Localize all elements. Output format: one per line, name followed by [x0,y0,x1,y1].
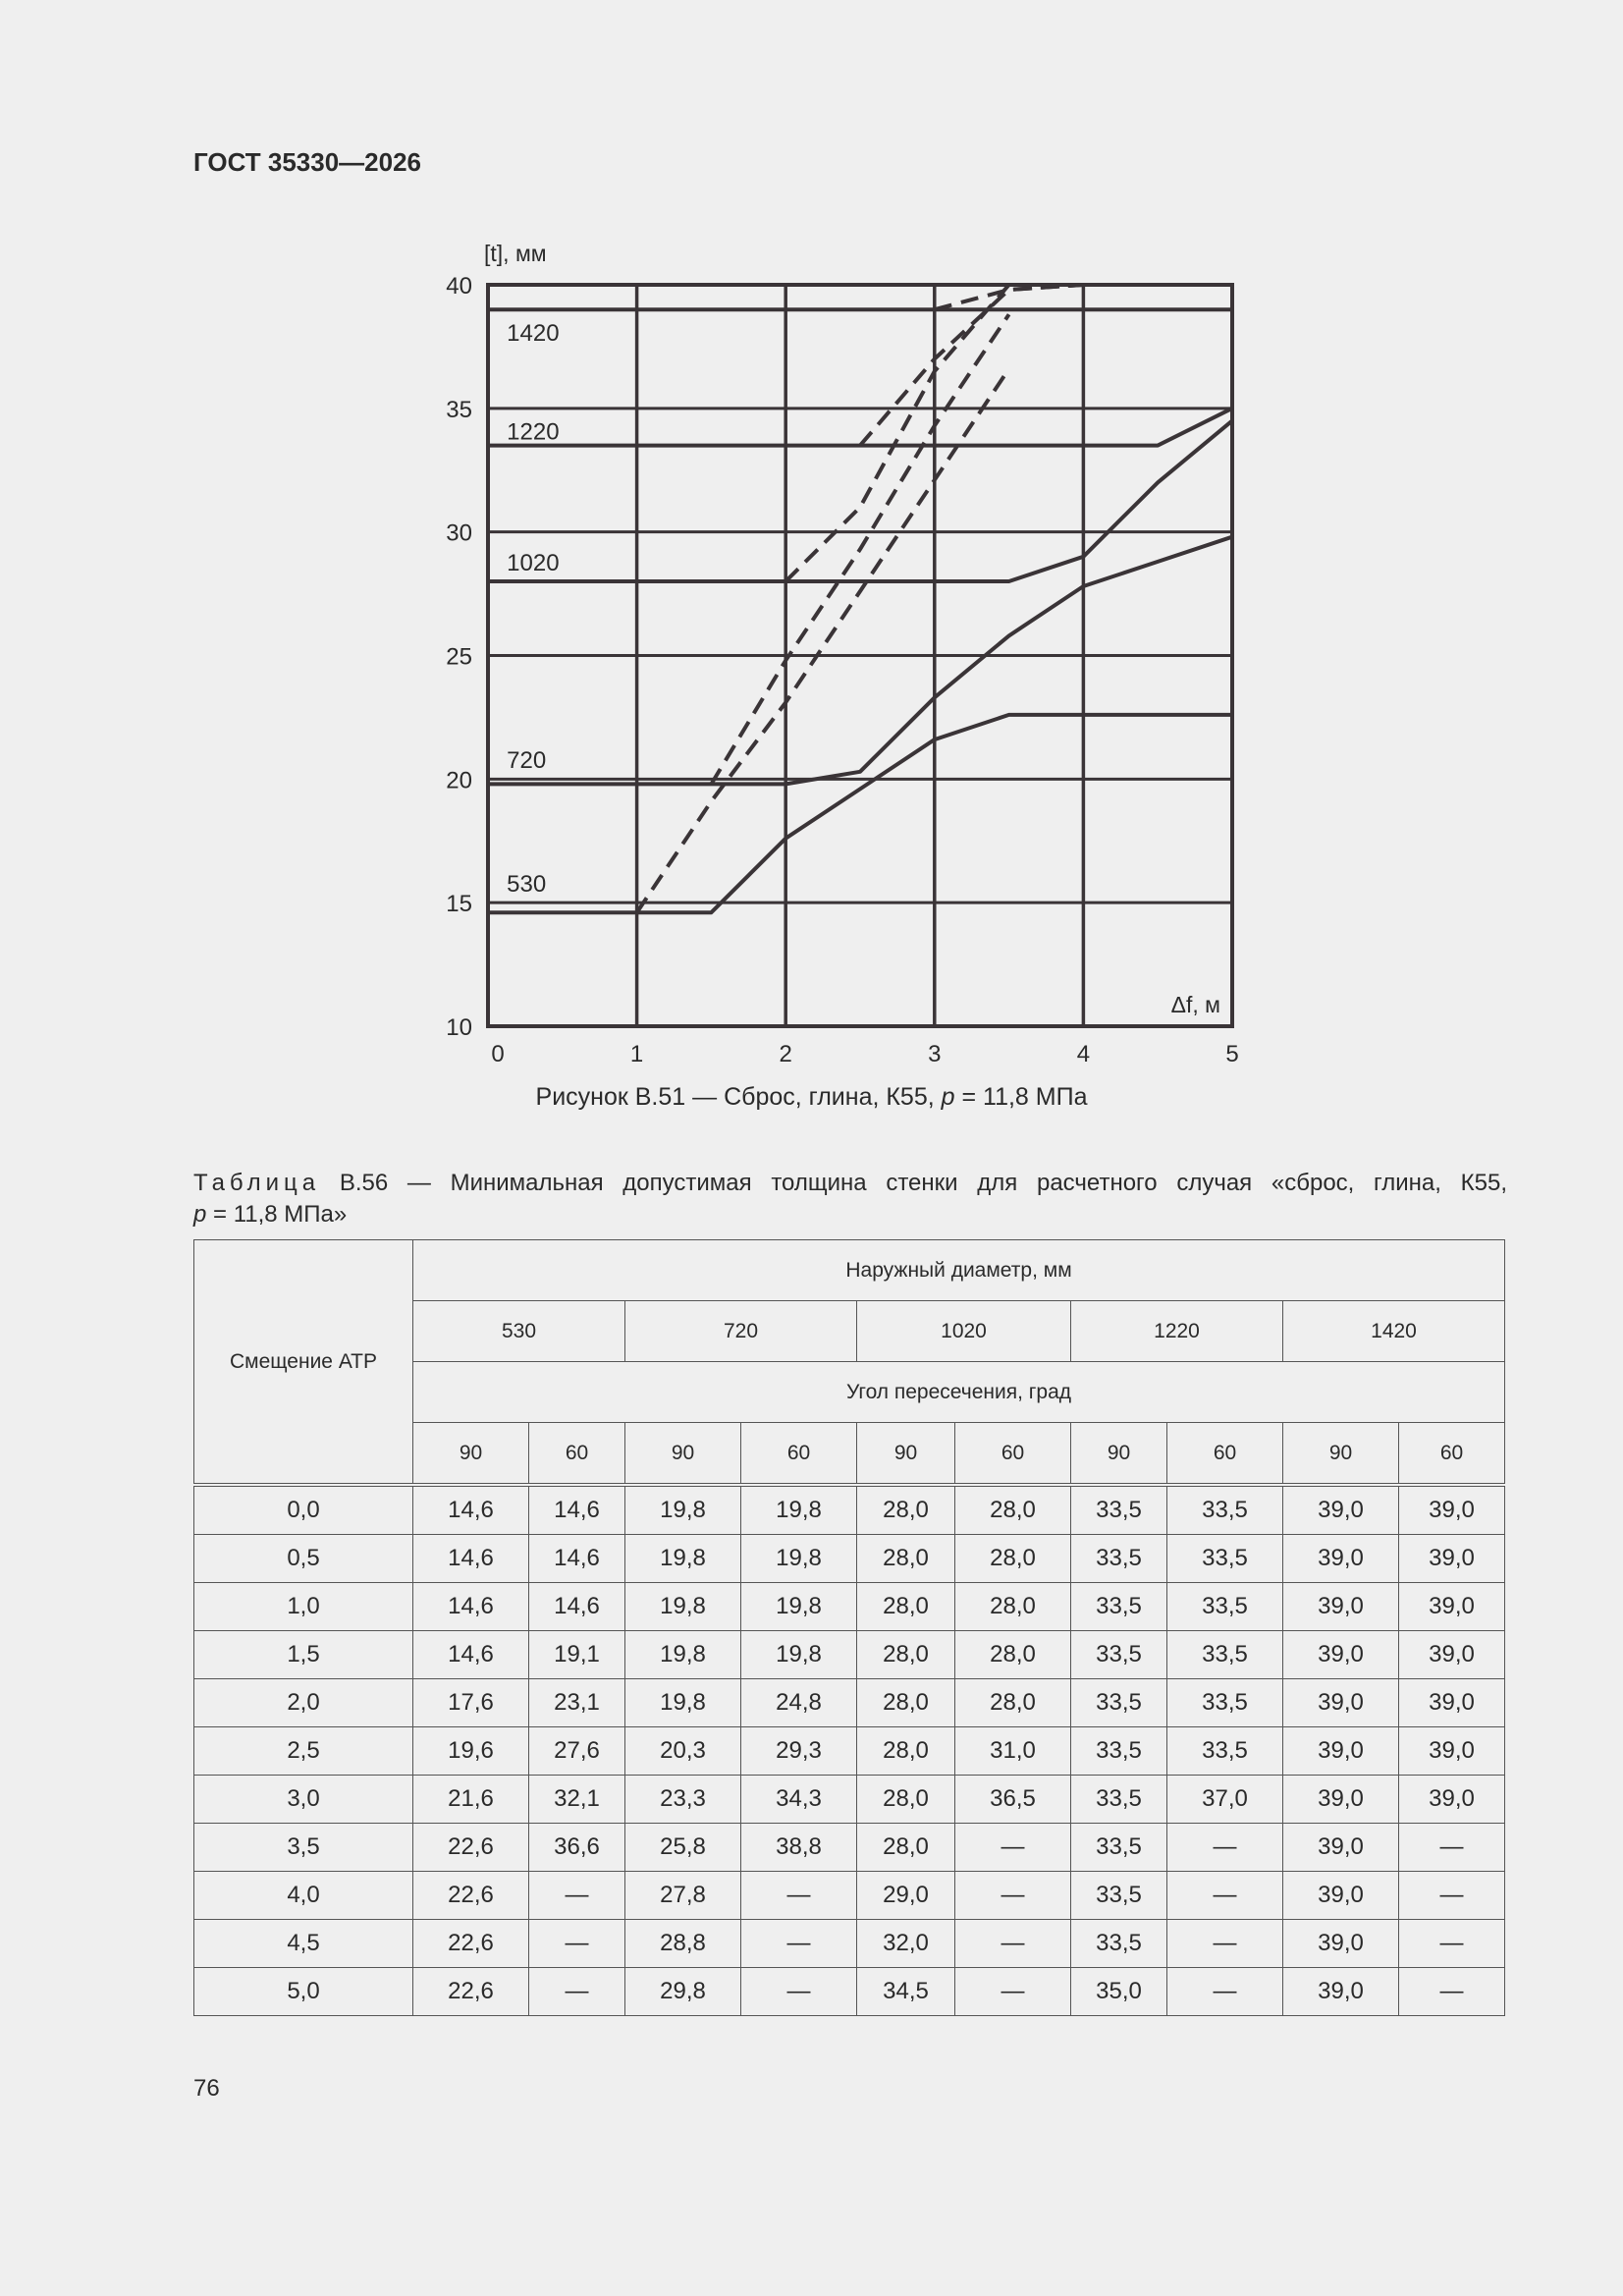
series-line-solid [488,537,1232,785]
series-line-dashed [637,369,1009,913]
offset-cell: 4,0 [194,1872,413,1920]
thickness-cell: 28,0 [857,1824,955,1872]
thickness-cell: — [529,1872,625,1920]
thickness-cell: 28,0 [857,1776,955,1824]
thickness-cell: 39,0 [1399,1631,1505,1679]
table-title-label: Таблица [193,1170,321,1196]
thickness-cell: 39,0 [1283,1583,1399,1631]
table-title-rest: = 11,8 МПа» [206,1201,348,1228]
thickness-cell: 34,3 [741,1776,857,1824]
thickness-cell: 28,0 [955,1679,1071,1727]
thickness-cell: 24,8 [741,1679,857,1727]
figure-caption-prefix: Рисунок В.51 — Сброс, глина, К55, [535,1083,942,1111]
diameter-cell: 1220 [1071,1301,1283,1362]
angle-cell: 90 [413,1423,529,1486]
thickness-cell: 19,8 [741,1535,857,1583]
diameter-cell: 530 [413,1301,625,1362]
angle-cell: 90 [857,1423,955,1486]
thickness-cell: 33,5 [1167,1679,1283,1727]
thickness-cell: 14,6 [413,1535,529,1583]
thickness-cell: 39,0 [1399,1776,1505,1824]
table-title [193,1168,1507,1199]
thickness-cell: 19,8 [625,1679,741,1727]
figure-caption-p: p [941,1083,955,1111]
table-row [194,1920,1505,1968]
thickness-cell: 37,0 [1167,1776,1283,1824]
thickness-cell: 33,5 [1167,1583,1283,1631]
thickness-cell: 14,6 [529,1535,625,1583]
thickness-cell: 33,5 [1071,1583,1167,1631]
page-number: 76 [193,2075,220,2102]
angle-cell: 60 [741,1423,857,1486]
thickness-cell: 14,6 [529,1583,625,1631]
thickness-cell: 23,1 [529,1679,625,1727]
thickness-cell: 39,0 [1283,1679,1399,1727]
thickness-cell: 19,1 [529,1631,625,1679]
thickness-cell: 39,0 [1283,1485,1399,1535]
thickness-cell: 33,5 [1071,1679,1167,1727]
x-tick-label: 0 [491,1041,505,1067]
x-tick-label: 4 [1076,1041,1091,1067]
thickness-cell: 28,0 [857,1583,955,1631]
thickness-cell: 27,8 [625,1872,741,1920]
thickness-cell: 19,8 [625,1583,741,1631]
x-axis-label: Δf, м [1170,992,1220,1017]
thickness-cell: 38,8 [741,1824,857,1872]
thickness-cell: — [1167,1920,1283,1968]
thickness-cell: — [741,1920,857,1968]
thickness-cell: 21,6 [413,1776,529,1824]
thickness-cell: 19,8 [625,1535,741,1583]
thickness-cell: 31,0 [955,1727,1071,1776]
diameter-cell: 1420 [1283,1301,1505,1362]
thickness-cell: 39,0 [1399,1485,1505,1535]
thickness-cell: — [741,1872,857,1920]
angle-cell: 60 [955,1423,1071,1486]
table-row [194,1679,1505,1727]
table-row [194,1872,1505,1920]
offset-cell: 0,0 [194,1485,413,1535]
thickness-cell: 20,3 [625,1727,741,1776]
angle-cell: 60 [529,1423,625,1486]
thickness-cell: 28,0 [857,1679,955,1727]
offset-cell: 1,5 [194,1631,413,1679]
offset-cell: 0,5 [194,1535,413,1583]
thickness-cell: 28,0 [857,1485,955,1535]
thickness-cell: 39,0 [1283,1727,1399,1776]
thickness-cell: 28,0 [955,1583,1071,1631]
diameter-cell: 720 [625,1301,857,1362]
wall-thickness-chart [0,0,1623,1080]
thickness-cell: 33,5 [1071,1727,1167,1776]
thickness-cell: 39,0 [1283,1920,1399,1968]
thickness-cell: — [1399,1920,1505,1968]
thickness-cell: 14,6 [413,1583,529,1631]
curve-label: 720 [507,747,547,775]
thickness-cell: 39,0 [1283,1968,1399,2016]
thickness-cell: 39,0 [1283,1776,1399,1824]
offset-cell: 5,0 [194,1968,413,2016]
thickness-cell: 39,0 [1283,1824,1399,1872]
thickness-cell: 33,5 [1071,1920,1167,1968]
thickness-cell: 33,5 [1071,1535,1167,1583]
thickness-cell: 35,0 [1071,1968,1167,2016]
thickness-cell: 19,8 [741,1583,857,1631]
series-line-solid [488,715,1232,912]
table-row [194,1535,1505,1583]
offset-cell: 3,0 [194,1776,413,1824]
thickness-cell: 28,0 [857,1535,955,1583]
thickness-cell: — [955,1872,1071,1920]
thickness-cell: 22,6 [413,1824,529,1872]
thickness-cell: 33,5 [1167,1727,1283,1776]
offset-cell: 2,5 [194,1727,413,1776]
thickness-cell: — [741,1968,857,2016]
y-tick-label: 30 [446,519,472,547]
thickness-cell: 39,0 [1399,1583,1505,1631]
thickness-cell: — [1167,1968,1283,2016]
thickness-cell: 36,5 [955,1776,1071,1824]
thickness-cell: 28,0 [955,1631,1071,1679]
y-tick-label: 40 [446,273,472,300]
thickness-cell: 36,6 [529,1824,625,1872]
table-row [194,1485,1505,1535]
x-tick-label: 5 [1225,1041,1239,1067]
thickness-cell: 14,6 [413,1631,529,1679]
curve-label: 1020 [507,549,560,576]
thickness-cell: — [955,1920,1071,1968]
offset-cell: 3,5 [194,1824,413,1872]
thickness-cell: 29,0 [857,1872,955,1920]
angle-cell: 60 [1167,1423,1283,1486]
row-header-cell: Смещение АТР [194,1240,413,1486]
thickness-cell: 14,6 [413,1485,529,1535]
thickness-cell: 28,8 [625,1920,741,1968]
thickness-cell: 39,0 [1399,1535,1505,1583]
thickness-cell: 33,5 [1071,1631,1167,1679]
thickness-cell: 39,0 [1399,1679,1505,1727]
thickness-cell: 23,3 [625,1776,741,1824]
thickness-cell: 22,6 [413,1968,529,2016]
table-row [194,1583,1505,1631]
thickness-cell: — [529,1920,625,1968]
thickness-cell: 25,8 [625,1824,741,1872]
angle-cell: 60 [1399,1423,1505,1486]
thickness-cell: 22,6 [413,1920,529,1968]
thickness-cell: 19,8 [625,1485,741,1535]
series-line-dashed [935,285,1084,309]
thickness-cell: 33,5 [1167,1631,1283,1679]
x-tick-label: 1 [629,1041,644,1067]
offset-cell: 4,5 [194,1920,413,1968]
thickness-cell: 19,8 [741,1631,857,1679]
y-axis-label: [t], мм [484,241,547,266]
thickness-cell: — [955,1968,1071,2016]
thickness-cell: 32,0 [857,1920,955,1968]
thickness-cell: 27,6 [529,1727,625,1776]
thickness-cell: 19,6 [413,1727,529,1776]
diameter-header-cell: Наружный диаметр, мм [413,1240,1505,1301]
offset-cell: 2,0 [194,1679,413,1727]
offset-cell: 1,0 [194,1583,413,1631]
table-title-p: p [193,1201,207,1228]
curve-label: 530 [507,871,547,899]
angle-cell: 90 [1071,1423,1167,1486]
figure-caption-suffix: = 11,8 МПа [954,1083,1088,1111]
y-tick-label: 35 [446,396,472,423]
thickness-cell: 39,0 [1283,1631,1399,1679]
thickness-cell: 29,8 [625,1968,741,2016]
thickness-cell: 28,0 [955,1535,1071,1583]
thickness-cell: 39,0 [1399,1727,1505,1776]
x-tick-label: 3 [928,1041,942,1067]
table-row [194,1968,1505,2016]
thickness-cell: 32,1 [529,1776,625,1824]
angle-cell: 90 [625,1423,741,1486]
y-tick-label: 15 [446,891,472,918]
thickness-cell: 33,5 [1071,1824,1167,1872]
document-header: ГОСТ 35330—2026 [193,147,421,177]
thickness-cell: 29,3 [741,1727,857,1776]
thickness-cell: 28,0 [857,1631,955,1679]
y-tick-label: 25 [446,643,472,671]
thickness-cell: — [1167,1824,1283,1872]
table-row [194,1824,1505,1872]
thickness-cell: 33,5 [1071,1485,1167,1535]
series-line-dashed [711,314,1008,784]
thickness-cell: — [1399,1824,1505,1872]
thickness-cell: — [1167,1872,1283,1920]
table-row [194,1727,1505,1776]
thickness-cell: 33,5 [1167,1485,1283,1535]
x-tick-label: 2 [779,1041,792,1067]
thickness-cell: — [955,1824,1071,1872]
figure-caption [0,1083,1623,1112]
thickness-cell: 39,0 [1283,1535,1399,1583]
angle-cell: 90 [1283,1423,1399,1486]
table-title-text: В.56 — Минимальная допустимая толщина стенки для расчетного случая «сброс, глина, К55, [320,1170,1507,1196]
curve-label: 1420 [507,319,560,347]
thickness-cell: 28,0 [955,1485,1071,1535]
y-tick-label: 20 [446,767,472,794]
wall-thickness-table [193,1239,1505,2016]
thickness-cell: — [1399,1872,1505,1920]
thickness-cell: 33,5 [1071,1872,1167,1920]
series-line-solid [488,409,1232,446]
thickness-cell: 28,0 [857,1727,955,1776]
y-tick-label: 10 [446,1014,472,1041]
curve-label: 1220 [507,418,560,446]
thickness-cell: — [1399,1968,1505,2016]
thickness-cell: — [529,1968,625,2016]
thickness-cell: 17,6 [413,1679,529,1727]
thickness-cell: 33,5 [1071,1776,1167,1824]
angle-header-cell: Угол пересечения, град [413,1362,1505,1423]
thickness-cell: 14,6 [529,1485,625,1535]
thickness-cell: 39,0 [1283,1872,1399,1920]
diameter-cell: 1020 [857,1301,1071,1362]
thickness-cell: 19,8 [741,1485,857,1535]
table-row [194,1631,1505,1679]
thickness-cell: 19,8 [625,1631,741,1679]
thickness-cell: 34,5 [857,1968,955,2016]
thickness-cell: 33,5 [1167,1535,1283,1583]
table-title-line2 [193,1199,1507,1230]
thickness-cell: 22,6 [413,1872,529,1920]
table-row [194,1776,1505,1824]
